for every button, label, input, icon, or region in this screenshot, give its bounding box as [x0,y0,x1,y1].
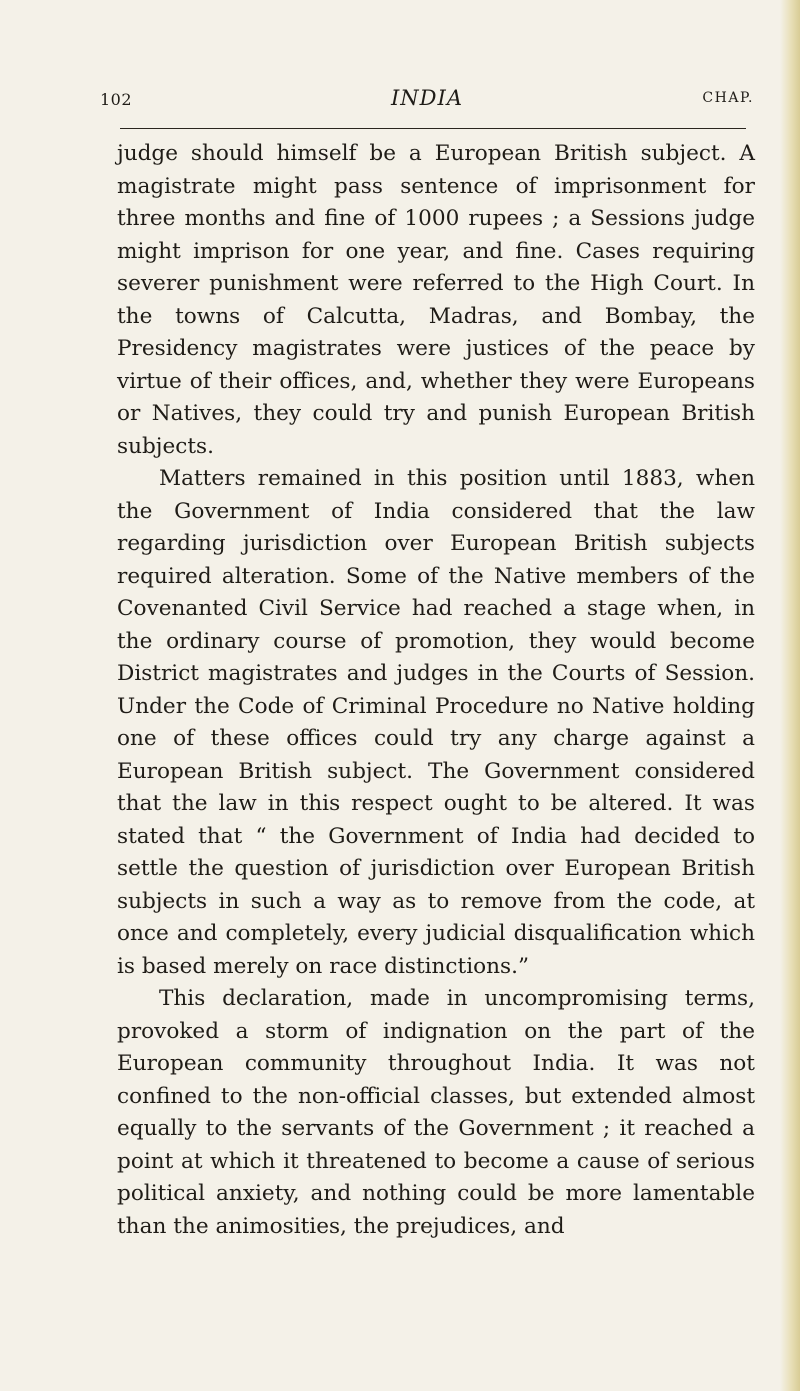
body-text [117,138,755,1243]
paragraph-3: This declaration, made in uncompromising terms, provoked a storm of indignation on the part of the European community throughout India. It was not confined to the non-official classes, but extended almost equally to the servants of the Government ; it reached a point at which it threatened to become a cause of serious political anxiety, and nothing could be more lamentable than the animosities, the prejudices, and [117,986,755,1239]
paragraph-1: judge should himself be a European British subject. A magistrate might pass sentence of imprisonment for three months and fine of 1000 rupees ; a Sessions judge might imprison for one year, and fine. Cases requiring severer punishment were referred to the High Court. In the towns of Calcutta, Madras, and Bombay, the Presidency magistrates were justices of the peace by virtue of their offices, and, whether they were Europeans or Natives, they could try and punish European British subjects. [117,141,755,459]
header-rule [120,128,746,129]
running-header [100,86,754,114]
paragraph-2: Matters remained in this position until 1883, when the Government of India considered that the law regarding jurisdiction over European British subjects required alteration. Some of the Native members of the Covenanted Civil Service had reached a stage when, in the ordinary course of promotion, they would become District magistrates and judges in the Courts of Session. Under the Code of Criminal Procedure no Native holding one of these offices could try any charge against a European British subject. The Government considered that the law in this respect ought to be altered. It was stated that “ the Government of India had decided to settle the question of jurisdiction over European British subjects in such a way as to remove from the code, at once and completely, every judicial disqualification which is based merely on race distinctions.” [117,466,755,979]
running-title: INDIA [391,86,463,110]
page-edge [780,0,800,1391]
chapter-label: CHAP. [702,90,754,106]
page-number: 102 [100,90,133,109]
